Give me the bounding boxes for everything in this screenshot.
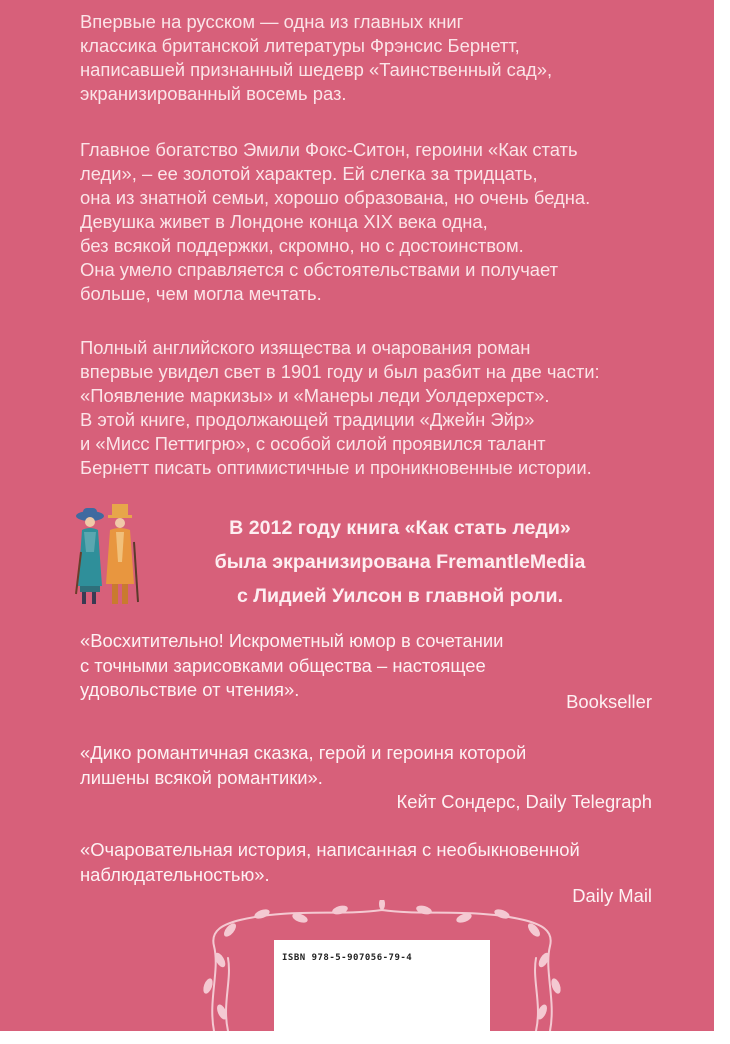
review-source: Кейт Сондерс, Daily Telegraph — [396, 791, 652, 812]
two-victorian-figures-icon — [72, 502, 144, 610]
review-source: Bookseller — [566, 691, 652, 712]
page-margin-bottom — [0, 1031, 730, 1044]
adaptation-announcement: В 2012 году книга «Как стать леди» была экранизирована FremantleMedia с Лидией Уилсон в главной роли. — [214, 517, 586, 607]
page-margin-right — [714, 0, 730, 1044]
review-quote: «Восхитительно! Искрометный юмор в сочетании с точными зарисовками общества – настоящее удовольствие от чтения». — [80, 630, 504, 700]
review-source: Daily Mail — [572, 885, 652, 906]
review-quote: «Очаровательная история, написанная с необыкновенной наблюдательностью». — [80, 839, 580, 885]
review-quote: «Дико романтичная сказка, герой и героиня которой лишены всякой романтики». — [80, 742, 527, 788]
isbn-number: ISBN 978-5-907056-79-4 — [282, 953, 413, 963]
barcode-box — [274, 940, 490, 1031]
synopsis-paragraph: Главное богатство Эмили Фокс-Ситон, героини «Как стать леди», – ее золотой характер. Ей слегка за тридцать, она из знатной семьи, хорошо образована, но очень бедна. Девушка живет в Лондоне конца XIX века одна, без всякой поддержки, скромно, но с достоинством. Она умело справляется с обстоятельствами и получает больше, чем могла мечтать. — [80, 139, 591, 304]
intro-paragraph: Впервые на русском — одна из главных книг классика британской литературы Фрэнсис Бернетт, написавшей признанный шедевр «Таинственный сад», экранизированный восемь раз. — [80, 11, 553, 104]
publication-paragraph: Полный английского изящества и очарования роман впервые увидел свет в 1901 году и был разбит на две части: «Появление маркизы» и «Манеры леди Уолдерхерст». В этой книге, продолжающей традиции «Джейн Эйр» и «Мисс Петтигрю», с особой силой проявился талант Бернетт писать оптимистичные и проникновенные истории. — [80, 337, 600, 478]
